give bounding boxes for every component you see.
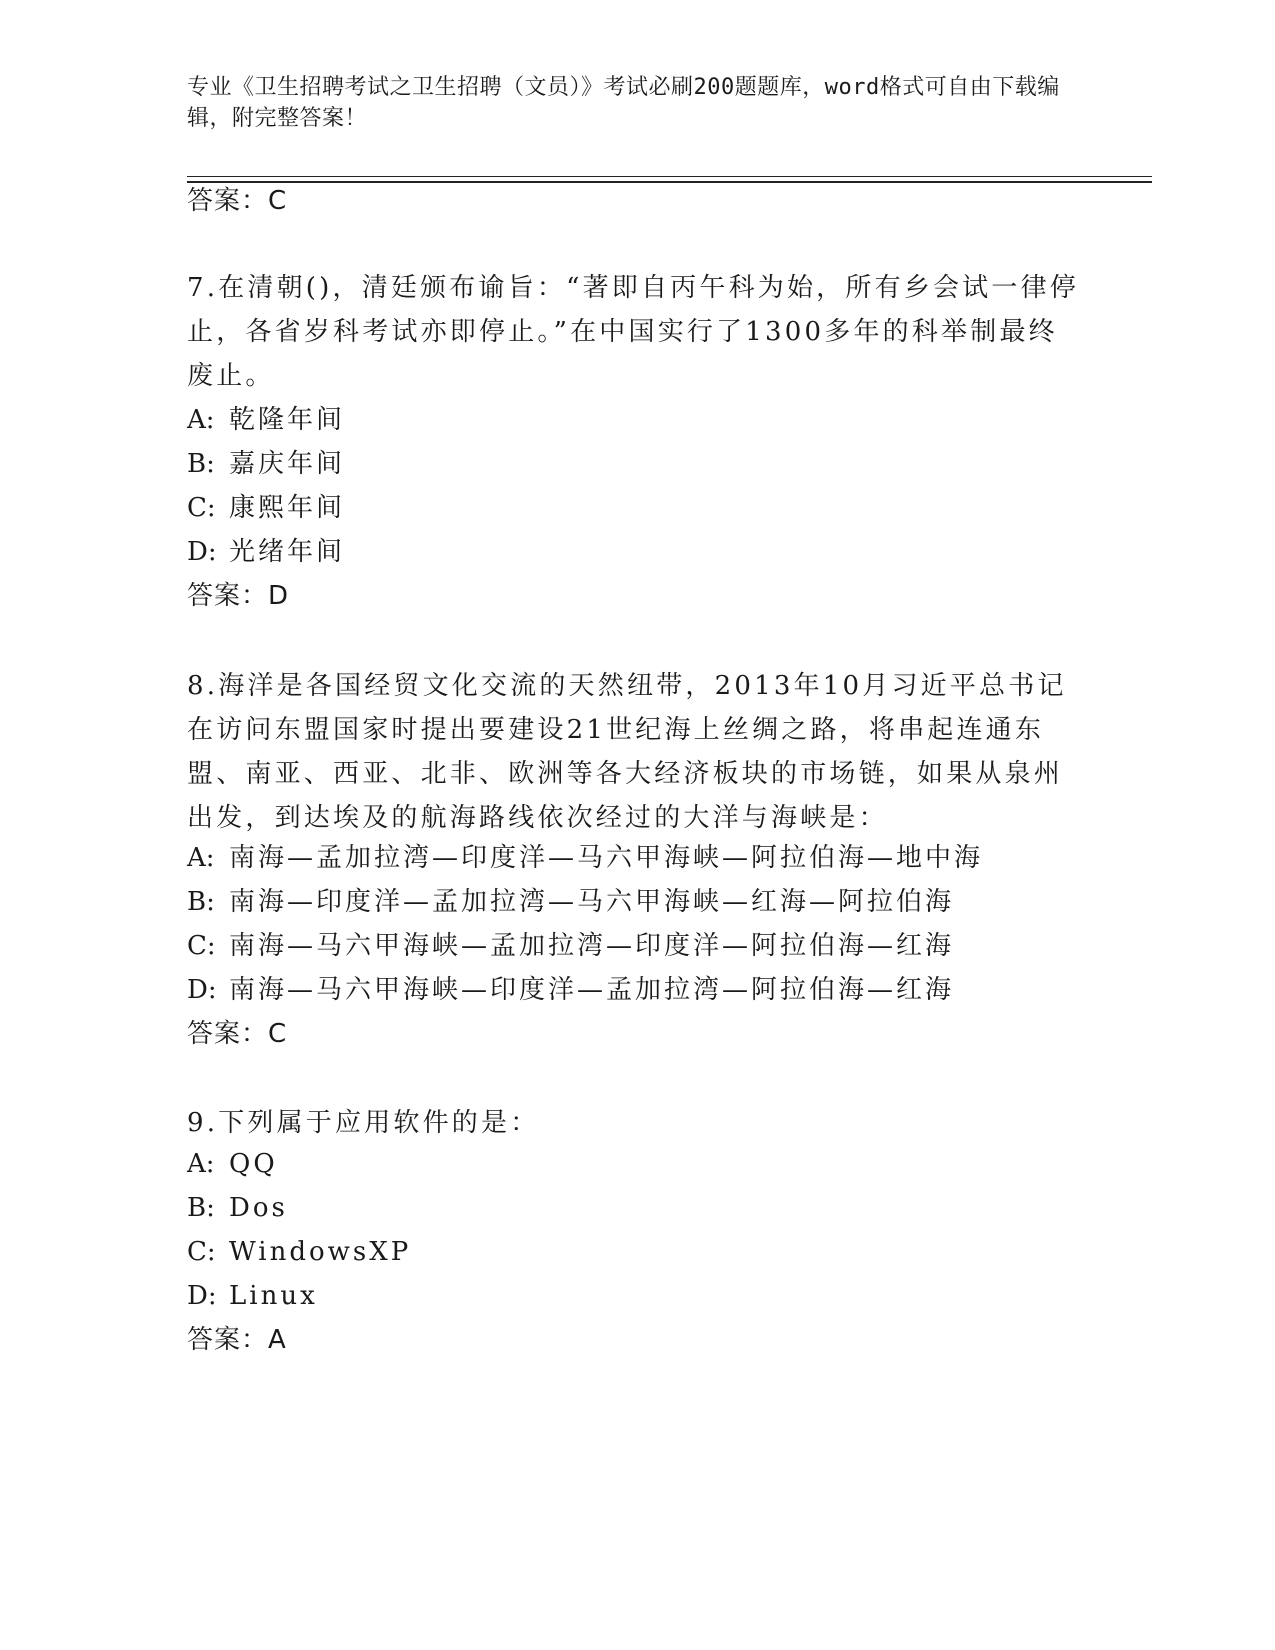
- option-label: B:: [187, 449, 215, 479]
- header-text: 专业《卫生招聘考试之卫生招聘（文员）》考试必刷200题题库，word格式可自由下载编辑，附完整答案！: [187, 75, 1060, 131]
- option-label: C:: [187, 493, 216, 523]
- question-7-option-c: [187, 491, 345, 525]
- answer-label: 答案：: [187, 1019, 269, 1049]
- answer-label: 答案：: [187, 581, 269, 611]
- document-header: [187, 72, 1067, 134]
- header-rule-thick: [187, 181, 1152, 183]
- option-text: 南海—印度洋—孟加拉湾—马六甲海峡—红海—阿拉伯海: [229, 887, 955, 917]
- question-9-option-c: [187, 1235, 411, 1269]
- question-8-option-a: [187, 841, 983, 875]
- question-8-text: 8.海洋是各国经贸文化交流的天然纽带，2013年10月习近平总书记在访问东盟国家时提出要建设21世纪海上丝绸之路，将串起连通东盟、南亚、西亚、北非、欧洲等各大经济板块的市场链，如果从泉州出发，到达埃及的航海路线依次经过的大洋与海峡是：: [187, 671, 1067, 833]
- option-text: 南海—马六甲海峡—孟加拉湾—印度洋—阿拉伯海—红海: [229, 931, 955, 961]
- question-7-option-a: [187, 403, 345, 437]
- question-9-text: 9.下列属于应用软件的是：: [187, 1108, 540, 1138]
- option-text: Dos: [229, 1193, 288, 1223]
- option-label: A:: [187, 405, 215, 435]
- answer-value: D: [268, 581, 290, 611]
- answer-line-prev: [187, 184, 287, 218]
- option-text: Linux: [229, 1281, 318, 1311]
- option-label: D:: [187, 537, 217, 567]
- option-text: 南海—马六甲海峡—印度洋—孟加拉湾—阿拉伯海—红海: [229, 975, 955, 1005]
- question-8-option-d: [187, 973, 954, 1007]
- question-9-option-d: [187, 1279, 318, 1313]
- option-text: WindowsXP: [229, 1237, 412, 1267]
- answer-value: A: [268, 1325, 287, 1355]
- question-9-option-b: [187, 1191, 288, 1225]
- option-label: D:: [187, 1281, 217, 1311]
- option-label: B:: [187, 887, 215, 917]
- answer-value: C: [268, 1019, 288, 1049]
- option-text: 南海—孟加拉湾—印度洋—马六甲海峡—阿拉伯海—地中海: [229, 843, 984, 873]
- question-8-option-c: [187, 929, 954, 963]
- question-8-answer: [187, 1017, 287, 1051]
- answer-label: 答案：: [187, 1325, 269, 1355]
- option-label: C:: [187, 931, 216, 961]
- question-7-option-d: [187, 535, 345, 569]
- question-7-text: 7.在清朝()，清廷颁布谕旨：“著即自丙午科为始，所有乡会试一律停止，各省岁科考试亦即停止。”在中国实行了1300多年的科举制最终废止。: [187, 273, 1079, 391]
- option-text: 光绪年间: [229, 537, 346, 567]
- option-text: 乾隆年间: [229, 405, 346, 435]
- option-label: D:: [187, 975, 217, 1005]
- question-7-option-b: [187, 447, 345, 481]
- header-rule-thin: [187, 176, 1152, 177]
- option-text: 康熙年间: [229, 493, 346, 523]
- option-label: A:: [187, 843, 215, 873]
- option-label: C:: [187, 1237, 216, 1267]
- question-9-answer: [187, 1323, 287, 1357]
- option-text: 嘉庆年间: [229, 449, 346, 479]
- answer-value: C: [268, 186, 288, 216]
- question-8-option-b: [187, 885, 954, 919]
- question-7-answer: [187, 579, 289, 613]
- option-text: QQ: [229, 1149, 278, 1179]
- option-label: B:: [187, 1193, 215, 1223]
- question-9-option-a: [187, 1147, 278, 1181]
- answer-label: 答案：: [187, 186, 269, 216]
- option-label: A:: [187, 1149, 215, 1179]
